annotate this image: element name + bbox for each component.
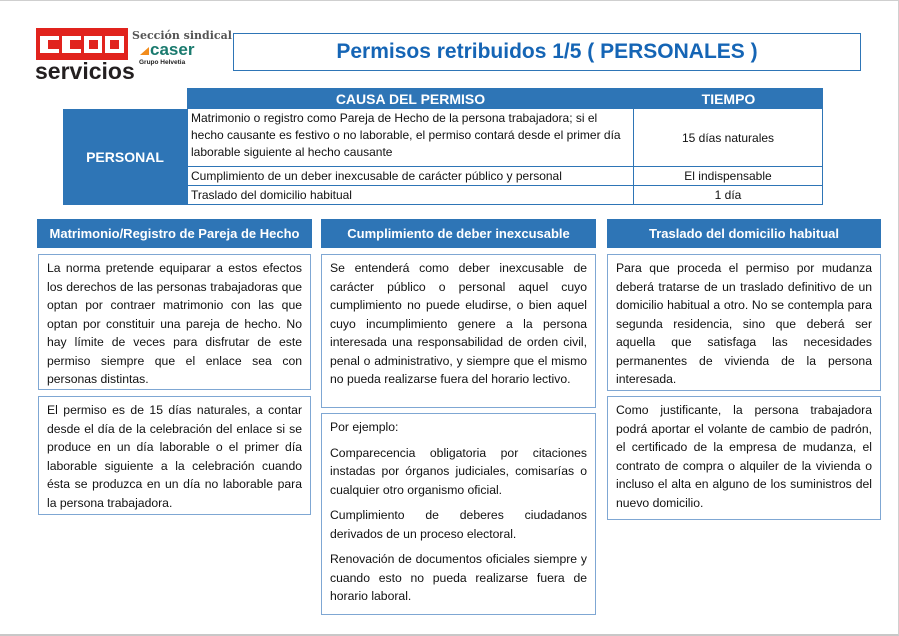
- section-header-deber: Cumplimiento de deber inexcusable: [321, 219, 596, 248]
- column-header-cause: CAUSA DEL PERMISO: [335, 91, 486, 107]
- logo-subtitle: servicios: [35, 58, 135, 84]
- info-box-matrimonio-2: [38, 396, 311, 515]
- info-box-deber-2: [321, 413, 596, 615]
- time-cell: 15 días naturales: [681, 130, 775, 145]
- table-row: [188, 109, 822, 167]
- cause-cell: Traslado del domicilio habitual: [188, 186, 634, 204]
- info-box-traslado-2: [607, 396, 881, 520]
- section-header-matrimonio: Matrimonio/Registro de Pareja de Hecho: [37, 219, 312, 248]
- info-box-deber-1: [321, 254, 596, 408]
- logo-letter-c: [62, 36, 81, 53]
- column-header-time: TIEMPO: [701, 91, 756, 107]
- logo-letter-o: [84, 36, 103, 53]
- info-box-matrimonio-1: [38, 254, 311, 390]
- table-body: [187, 109, 823, 205]
- ccoo-logo: [36, 28, 128, 60]
- paragraph: El permiso es de 15 días naturales, a contar desde el día de la celebración del enlace si se produce en un día laborable o el primer día laborable siguiente a la celebración cuando ésta se produzca en un día no laborable para la persona trabajadora.: [47, 403, 302, 510]
- page-title-box: [233, 33, 861, 71]
- paragraph: Se entenderá como deber inexcusable de carácter público o personal aquel cuyo cumplimiento no puede eludirse, o bien aquel cuyo incumplimiento genere a la persona interesada una responsabilidad de orden civil, penal o administrativo, y siempre que el mismo no pueda realizarse fuera del horario lectivo.: [330, 261, 587, 386]
- caser-mark-icon: [140, 47, 149, 55]
- caser-logo: [140, 41, 194, 59]
- table-header: [187, 88, 823, 109]
- time-cell: El indispensable: [684, 169, 772, 183]
- cause-cell: Matrimonio o registro como Pareja de Hecho de la persona trabajadora; si el hecho causante es festivo o no laborable, el permiso contará desde el primer día laborable siguiente al hecho causante: [188, 109, 634, 166]
- paragraph: Comparecencia obligatoria por citaciones instadas por órganos judiciales, comisarías o cualquier otro organismo oficial.: [330, 445, 587, 497]
- summary-table: [63, 88, 823, 205]
- paragraph: Como justificante, la persona trabajadora podrá aportar el volante de cambio de padrón, el certificado de la empresa de mudanza, el contrato de compra o alquiler de la vivienda o incluso el alta en alguno de los suministros del nuevo domicilio.: [616, 403, 872, 510]
- table-row: [188, 186, 822, 204]
- category-cell: [63, 109, 187, 205]
- cause-cell: Cumplimiento de un deber inexcusable de carácter público y personal: [188, 167, 634, 185]
- section-label: Sección sindical: [132, 29, 232, 42]
- category-label: PERSONAL: [86, 149, 164, 165]
- time-cell: 1 día: [714, 188, 742, 202]
- page-title: Permisos retribuidos 1/5 ( PERSONALES ): [336, 40, 758, 63]
- caser-name: caser: [150, 40, 195, 59]
- paragraph: La norma pretende equiparar a estos efectos los derechos de las personas trabajadoras que optan por contraer matrimonio con las que optan por constituir una pareja de hecho. No hay límite de veces para disfrutar de este permiso siempre que el enlace sea con personas distintas.: [47, 261, 302, 386]
- company-group: Grupo Helvetia: [139, 59, 186, 66]
- table-row: [188, 167, 822, 186]
- info-box-traslado-1: [607, 254, 881, 391]
- logo-letter-c: [40, 36, 59, 53]
- section-header-traslado: Traslado del domicilio habitual: [607, 219, 881, 248]
- paragraph: Cumplimiento de deberes ciudadanos derivados de un proceso electoral.: [330, 508, 587, 541]
- paragraph: Para que proceda el permiso por mudanza deberá tratarse de un traslado definitivo de un domicilio habitual a otro. No se contempla para segunda residencia, sino que deberá ser aquella que satisfaga las necesidades permanentes de vivienda de la persona interesada.: [616, 261, 872, 386]
- logo-letter-o: [105, 36, 124, 53]
- paragraph: Renovación de documentos oficiales siempre y cuando esto no pueda realizarse fuera de horario laboral.: [330, 552, 587, 603]
- paragraph: Por ejemplo:: [330, 420, 399, 434]
